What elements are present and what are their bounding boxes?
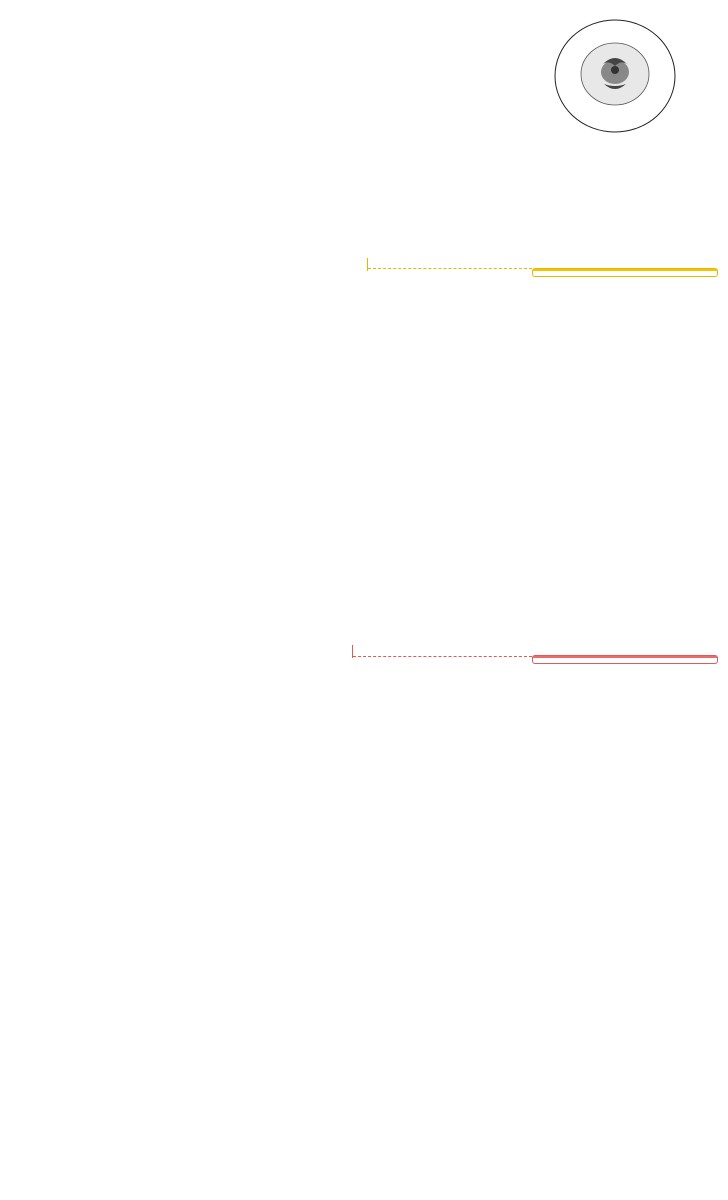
comment-anchor-mark — [367, 258, 368, 271]
comment-body — [533, 658, 717, 663]
comment-connector — [368, 268, 532, 269]
comment-body — [533, 271, 717, 276]
comment-connector — [353, 656, 532, 657]
notary-seal — [548, 14, 682, 136]
comment-box[interactable] — [532, 655, 718, 664]
document-body — [84, 55, 514, 85]
separator-line — [84, 70, 514, 85]
separator-line — [84, 55, 514, 70]
comment-box[interactable] — [532, 268, 718, 277]
